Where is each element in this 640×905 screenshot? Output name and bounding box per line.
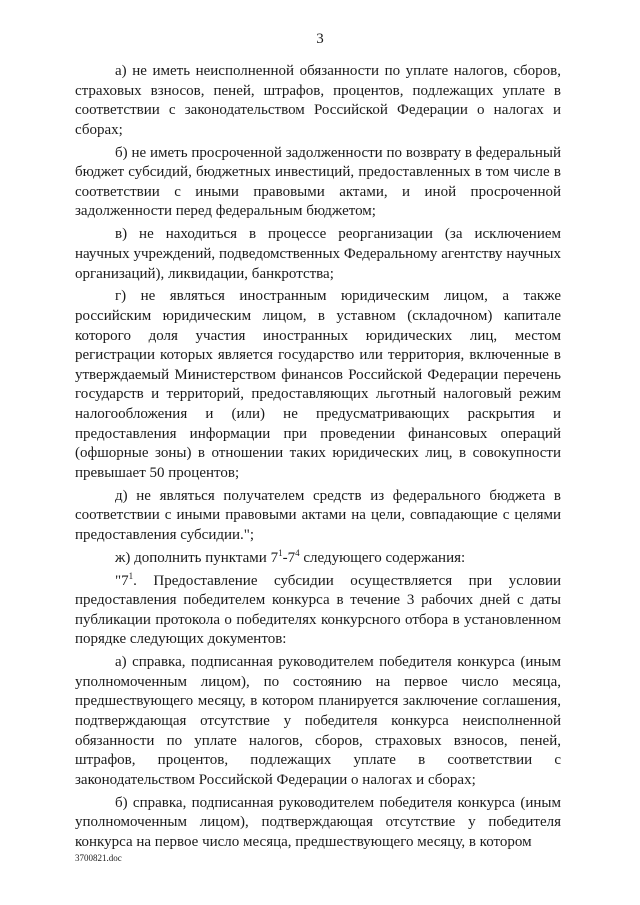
- paragraph-g-not-foreign-entity: г) не являться иностранным юридическим лицом, а также российским юридическим лицом, в уставном (складочном) капитале которого доля участия иностранных юридических лиц, местом регистрации которых является государство или территория, включенные в утверждаемый Министерством финансов Российской Федерации перечень государств и территорий, предоставляющих льготный налоговый режим налогообложения и (или) не предусматривающих раскрытия и предоставления информации при проведении финансовых операций (офшорные зоны) в отношении таких юридических лиц, в совокупности превышает 50 процентов;: [75, 288, 561, 481]
- paragraph-zh-add-points: [75, 549, 561, 569]
- document-body: [75, 62, 561, 856]
- p71-text: . Предоставление субсидии осуществляется при условии предоставления победителем конкурса в течение 3 рабочих дней с даты публикации протокола о победителях конкурсного отбора в установленном порядке следующих документов:: [75, 572, 561, 648]
- footer-document-code: 3700821.doc: [75, 853, 122, 863]
- zh-prefix: ж) дополнить пунктами 7: [115, 549, 279, 566]
- paragraph-7-1-a-tax-certificate: а) справка, подписанная руководителем победителя конкурса (иным уполномоченным лицом), по состоянию на первое число месяца, предшествующего месяцу, в котором планируется заключение соглашения, подтверждающая отсутствие у победителя конкурса неисполненной обязанности по уплате налогов, сборов, страховых взносов, пеней, штрафов, процентов, подлежащих уплате в соответствии с законодательством Российской Федерации о налогах и сборах;: [75, 654, 561, 788]
- zh-superscript-4: 4: [295, 547, 300, 558]
- zh-suffix: следующего содержания:: [299, 549, 466, 566]
- paragraph-b-no-budget-debt: б) не иметь просроченной задолженности по возврату в федеральный бюджет субсидий, бюджетных инвестиций, предоставленных в том числе в соответствии с иными правовыми актами, и иной просроченной задолженности перед федеральным бюджетом;: [75, 144, 561, 220]
- p71-prefix: "7: [115, 572, 129, 589]
- zh-middle: -7: [282, 549, 296, 566]
- paragraph-7-1-b-certificate: б) справка, подписанная руководителем победителя конкурса (иным уполномоченным лицом), подтверждающая отсутствие у победителя конкурса на первое число месяца, предшествующего месяцу, в котором: [75, 794, 561, 850]
- paragraph-v-no-reorganization: в) не находиться в процессе реорганизации (за исключением научных учреждений, подведомственных Федеральному агентству научных организаций), ликвидации, банкротства;: [75, 226, 561, 282]
- p71-superscript: 1: [128, 570, 134, 581]
- zh-superscript-1: 1: [278, 547, 283, 558]
- page-number: 3: [316, 31, 324, 47]
- paragraph-7-1-subsidy-conditions: [75, 572, 561, 650]
- paragraph-a-no-tax-debt: а) не иметь неисполненной обязанности по уплате налогов, сборов, страховых взносов, пеней, штрафов, процентов, подлежащих уплате в соответствии с законодательством Российской Федерации о налогах и сборах;: [75, 63, 561, 138]
- paragraph-d-not-recipient: д) не являться получателем средств из федерального бюджета в соответствии с иными правовыми актами на цели, совпадающие с целями предоставления субсидии.";: [75, 487, 561, 543]
